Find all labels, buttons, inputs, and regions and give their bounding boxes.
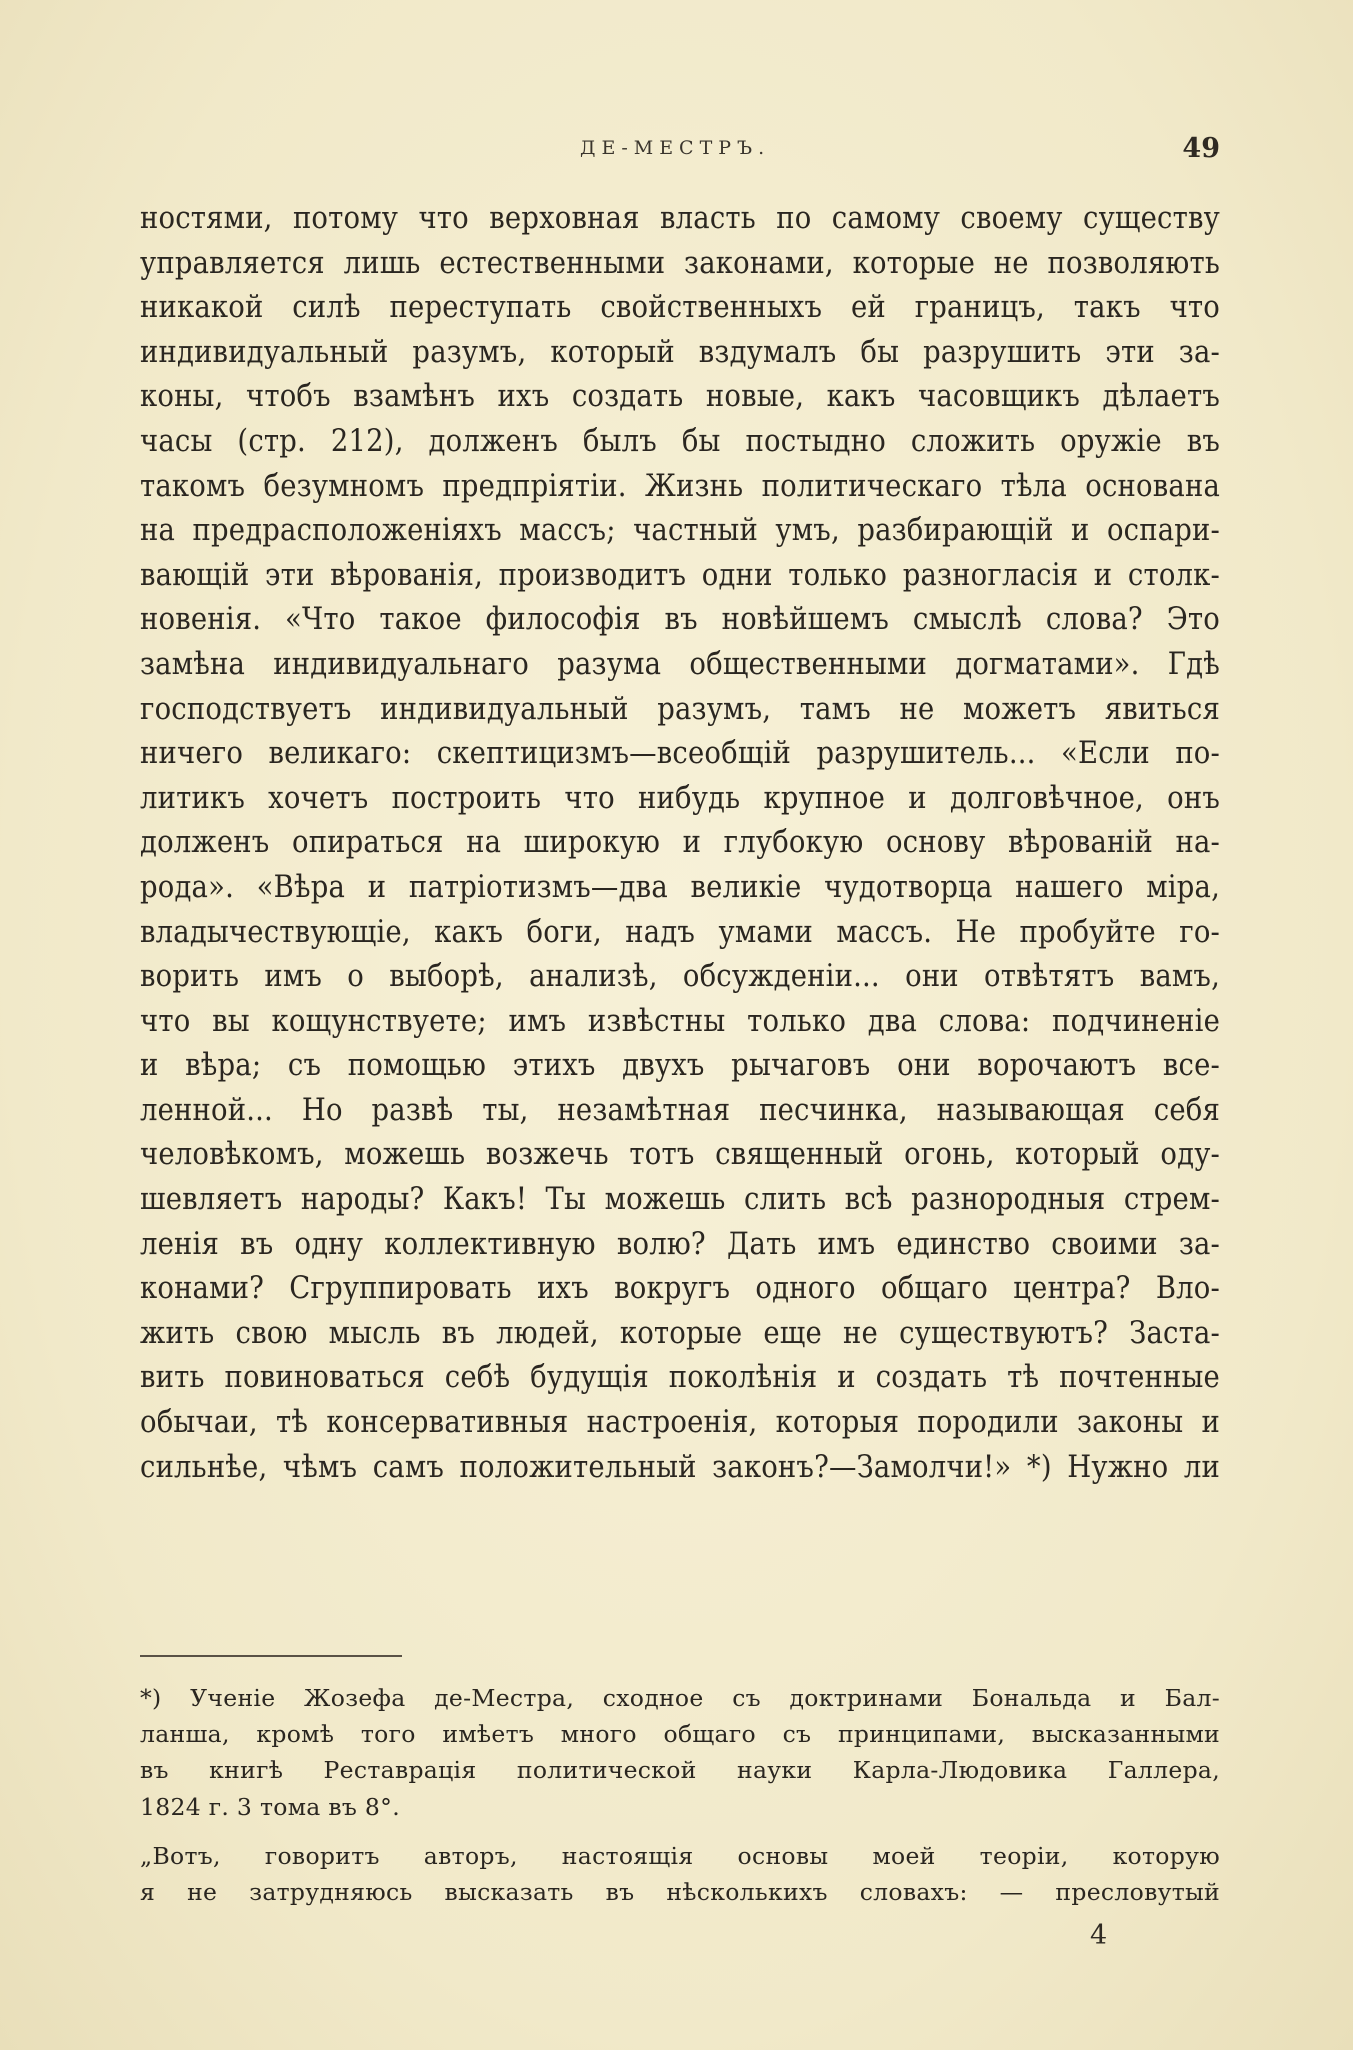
running-head (140, 133, 1220, 173)
text-line: такомъ безумномъ предпріятіи. Жизнь политическаго тѣла основана (140, 468, 1220, 504)
text-line: замѣна индивидуальнаго разума общественными догматами». Гдѣ (140, 646, 1220, 682)
body-text (140, 197, 1220, 1490)
footnote-gap (140, 1825, 1220, 1838)
text-line: новенія. «Что такое философія въ новѣйшемъ смыслѣ слова? Это (140, 602, 1220, 638)
text-line: жить свою мысль въ людей, которые еще не существуютъ? Заста- (140, 1315, 1220, 1351)
text-line: индивидуальный разумъ, который вздумалъ бы разрушить эти за- (140, 334, 1220, 370)
running-title: ДЕ-МЕСТРЪ. (580, 137, 771, 159)
text-line: конами? Сгруппировать ихъ вокругъ одного общаго центра? Вло- (140, 1271, 1220, 1307)
footnote-quote-line: я не затрудняюсь высказать въ нѣсколькихъ словахъ: — пресловутый (140, 1877, 1220, 1906)
text-line: и вѣра; съ помощью этихъ двухъ рычаговъ они ворочаютъ все- (140, 1048, 1220, 1084)
text-line: что вы кощунствуете; имъ извѣстны только два слова: подчиненіе (140, 1003, 1220, 1039)
text-line: господствуетъ индивидуальный разумъ, тамъ не можетъ явиться (140, 691, 1220, 727)
text-line: обычаи, тѣ консервативныя настроенія, которыя породили законы и (140, 1405, 1220, 1441)
footnote-line: 1824 г. 3 тома въ 8°. (140, 1792, 400, 1821)
text-line: сильнѣе, чѣмъ самъ положительный законъ?—Замолчи!» *) Нужно ли (140, 1449, 1220, 1485)
text-line: вающій эти вѣрованія, производитъ одни только разногласія и столк- (140, 557, 1220, 593)
text-line: никакой силѣ переступать свойственныхъ ей границъ, такъ что (140, 290, 1220, 326)
text-line: часы (стр. 212), долженъ былъ бы постыдно сложить оружіе въ (140, 423, 1220, 459)
text-line: ностями, потому что верховная власть по самому своему существу (140, 201, 1220, 236)
footnote-quote-line: „Вотъ, говоритъ авторъ, настоящія основы моей теоріи, которую (140, 1841, 1220, 1870)
footnote-line: въ книгѣ Реставрація политической науки Карла-Людовика Галлера, (140, 1756, 1220, 1785)
text-line: шевляетъ народы? Какъ! Ты можешь слить всѣ разнородныя стрем- (140, 1182, 1220, 1218)
text-line: долженъ опираться на широкую и глубокую основу вѣрованій на- (140, 825, 1220, 861)
text-line: ворить имъ о выборѣ, анализѣ, обсужденіи... они отвѣтятъ вамъ, (140, 959, 1220, 995)
text-line: литикъ хочетъ построить что нибудь крупное и долговѣчное, онъ (140, 780, 1220, 816)
signature-mark: 4 (1090, 1920, 1108, 1951)
footnote-line: ланша, кромѣ того имѣетъ много общаго съ принципами, высказанными (140, 1720, 1220, 1749)
footnote-separator (140, 1655, 402, 1657)
page-number: 49 (1182, 133, 1220, 164)
text-line: управляется лишь естественными законами, которые не позволяють (140, 245, 1220, 281)
text-line: коны, чтобъ взамѣнъ ихъ создать новые, какъ часовщикъ дѣлаетъ (140, 379, 1220, 415)
text-line: ленной... Но развѣ ты, незамѣтная песчинка, называющая себя (140, 1092, 1220, 1128)
text-line: ленія въ одну коллективную волю? Дать имъ единство своими за- (140, 1226, 1220, 1262)
text-line: рода». «Вѣра и патріотизмъ—два великіе чудотворца нашего міра, (140, 869, 1220, 905)
text-line: человѣкомъ, можешь возжечь тотъ священный огонь, который оду- (140, 1137, 1220, 1173)
text-line: ничего великаго: скептицизмъ—всеобщій разрушитель... «Если по- (140, 736, 1220, 772)
footnote-line: *) Ученіе Жозефа де-Местра, сходное съ доктринами Бональда и Бал- (140, 1684, 1220, 1712)
text-line: владычествующіе, какъ боги, надъ умами массъ. Не пробуйте го- (140, 914, 1220, 950)
footnotes (140, 1680, 1220, 1910)
text-line: на предрасположеніяхъ массъ; частный умъ, разбирающій и оспари- (140, 513, 1220, 549)
text-line: вить повиноваться себѣ будущія поколѣнія и создать тѣ почтенные (140, 1360, 1220, 1396)
